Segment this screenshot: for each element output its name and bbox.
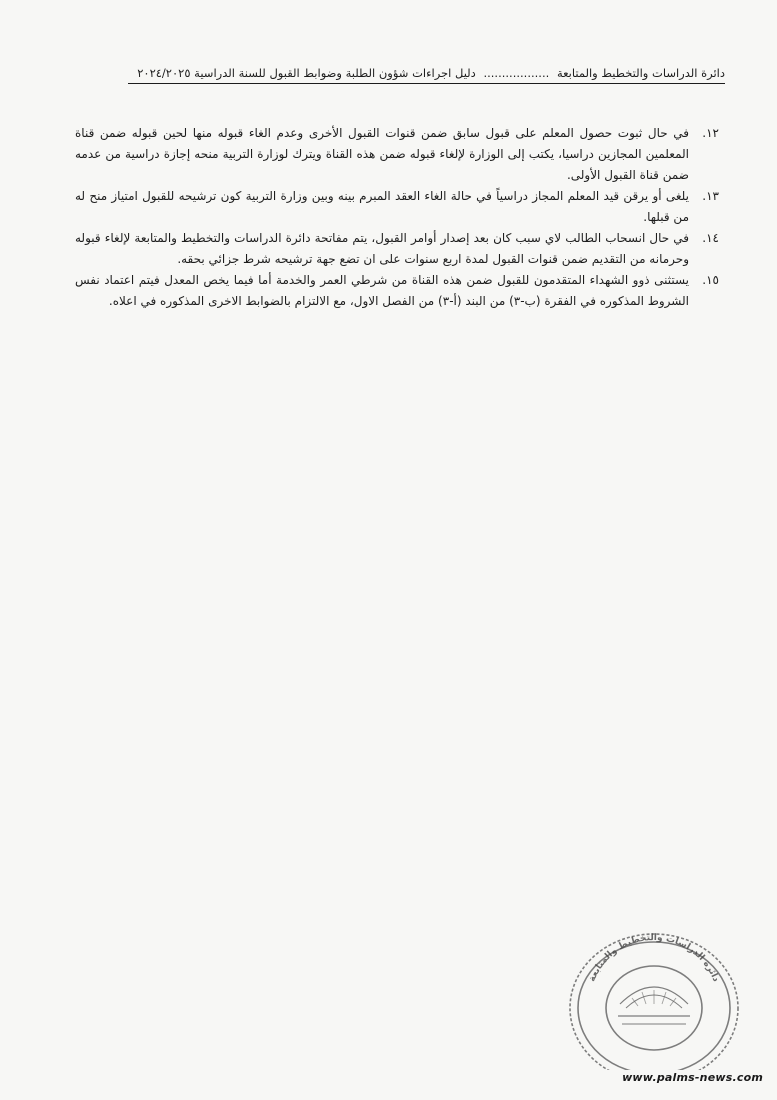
clause-number: ١٥. — [702, 273, 719, 287]
clause-number: ١٢. — [702, 126, 719, 140]
running-header — [128, 66, 725, 84]
svg-text:دائرة الدراسات والتخطيط والمتا — [587, 933, 721, 984]
watermark-url: www.palms-news.com — [622, 1071, 763, 1084]
stamp-text: دائرة الدراسات والتخطيط والمتابعة — [587, 932, 721, 984]
clause-text: في حال ثبوت حصول المعلم على قبول سابق ضمن قنوات القبول الأخرى وعدم الغاء قبوله منها لحين قبوله ضمن قناة المعلمين المجازين دراسيا، يكتب إلى الوزارة لإلغاء قبوله ضمن هذه القناة ويترك لوزارة التربية منحه إجازة دراسية من عدمه ضمن قناة القبول الأولى. — [75, 126, 689, 182]
header-department: دائرة الدراسات والتخطيط والمتابعة — [556, 66, 725, 80]
clause-text: في حال انسحاب الطالب لاي سبب كان بعد إصدار أوامر القبول، يتم مفاتحة دائرة الدراسات والتخطيط والمتابعة لإلغاء قبوله وحرمانه من التقديم ضمن قنوات القبول لمدة اربع سنوات على ان تضع جهة ترشيحه شرط جزائي بحقه. — [75, 231, 689, 266]
clause-13 — [75, 186, 719, 228]
official-stamp — [560, 912, 748, 1070]
clause-number: ١٤. — [702, 231, 719, 245]
clause-text: يلغى أو يرقن قيد المعلم المجاز دراسياً في حالة الغاء العقد المبرم بينه وبين وزارة التربية كون ترشيحه للقبول امتياز منح له من قبلها. — [75, 189, 689, 224]
header-dots: .................. — [483, 66, 550, 80]
clause-number: ١٣. — [702, 189, 719, 203]
document-body — [75, 123, 719, 312]
clause-15 — [75, 270, 719, 312]
clause-12 — [75, 123, 719, 186]
clause-14 — [75, 228, 719, 270]
header-title: دليل اجراءات شؤون الطلبة وضوابط القبول للسنة الدراسية ٢٠٢٤/٢٠٢٥ — [137, 66, 476, 80]
clause-text: يستثنى ذوو الشهداء المتقدمون للقبول ضمن هذه القناة من شرطي العمر والخدمة أما فيما يخص المعدل فيتم اعتماد نفس الشروط المذكوره في الفقرة (ب-٣) من البند (أ-٣) من الفصل الاول، مع الالتزام بالضوابط الاخرى المذكوره في اعلاه. — [75, 273, 689, 308]
